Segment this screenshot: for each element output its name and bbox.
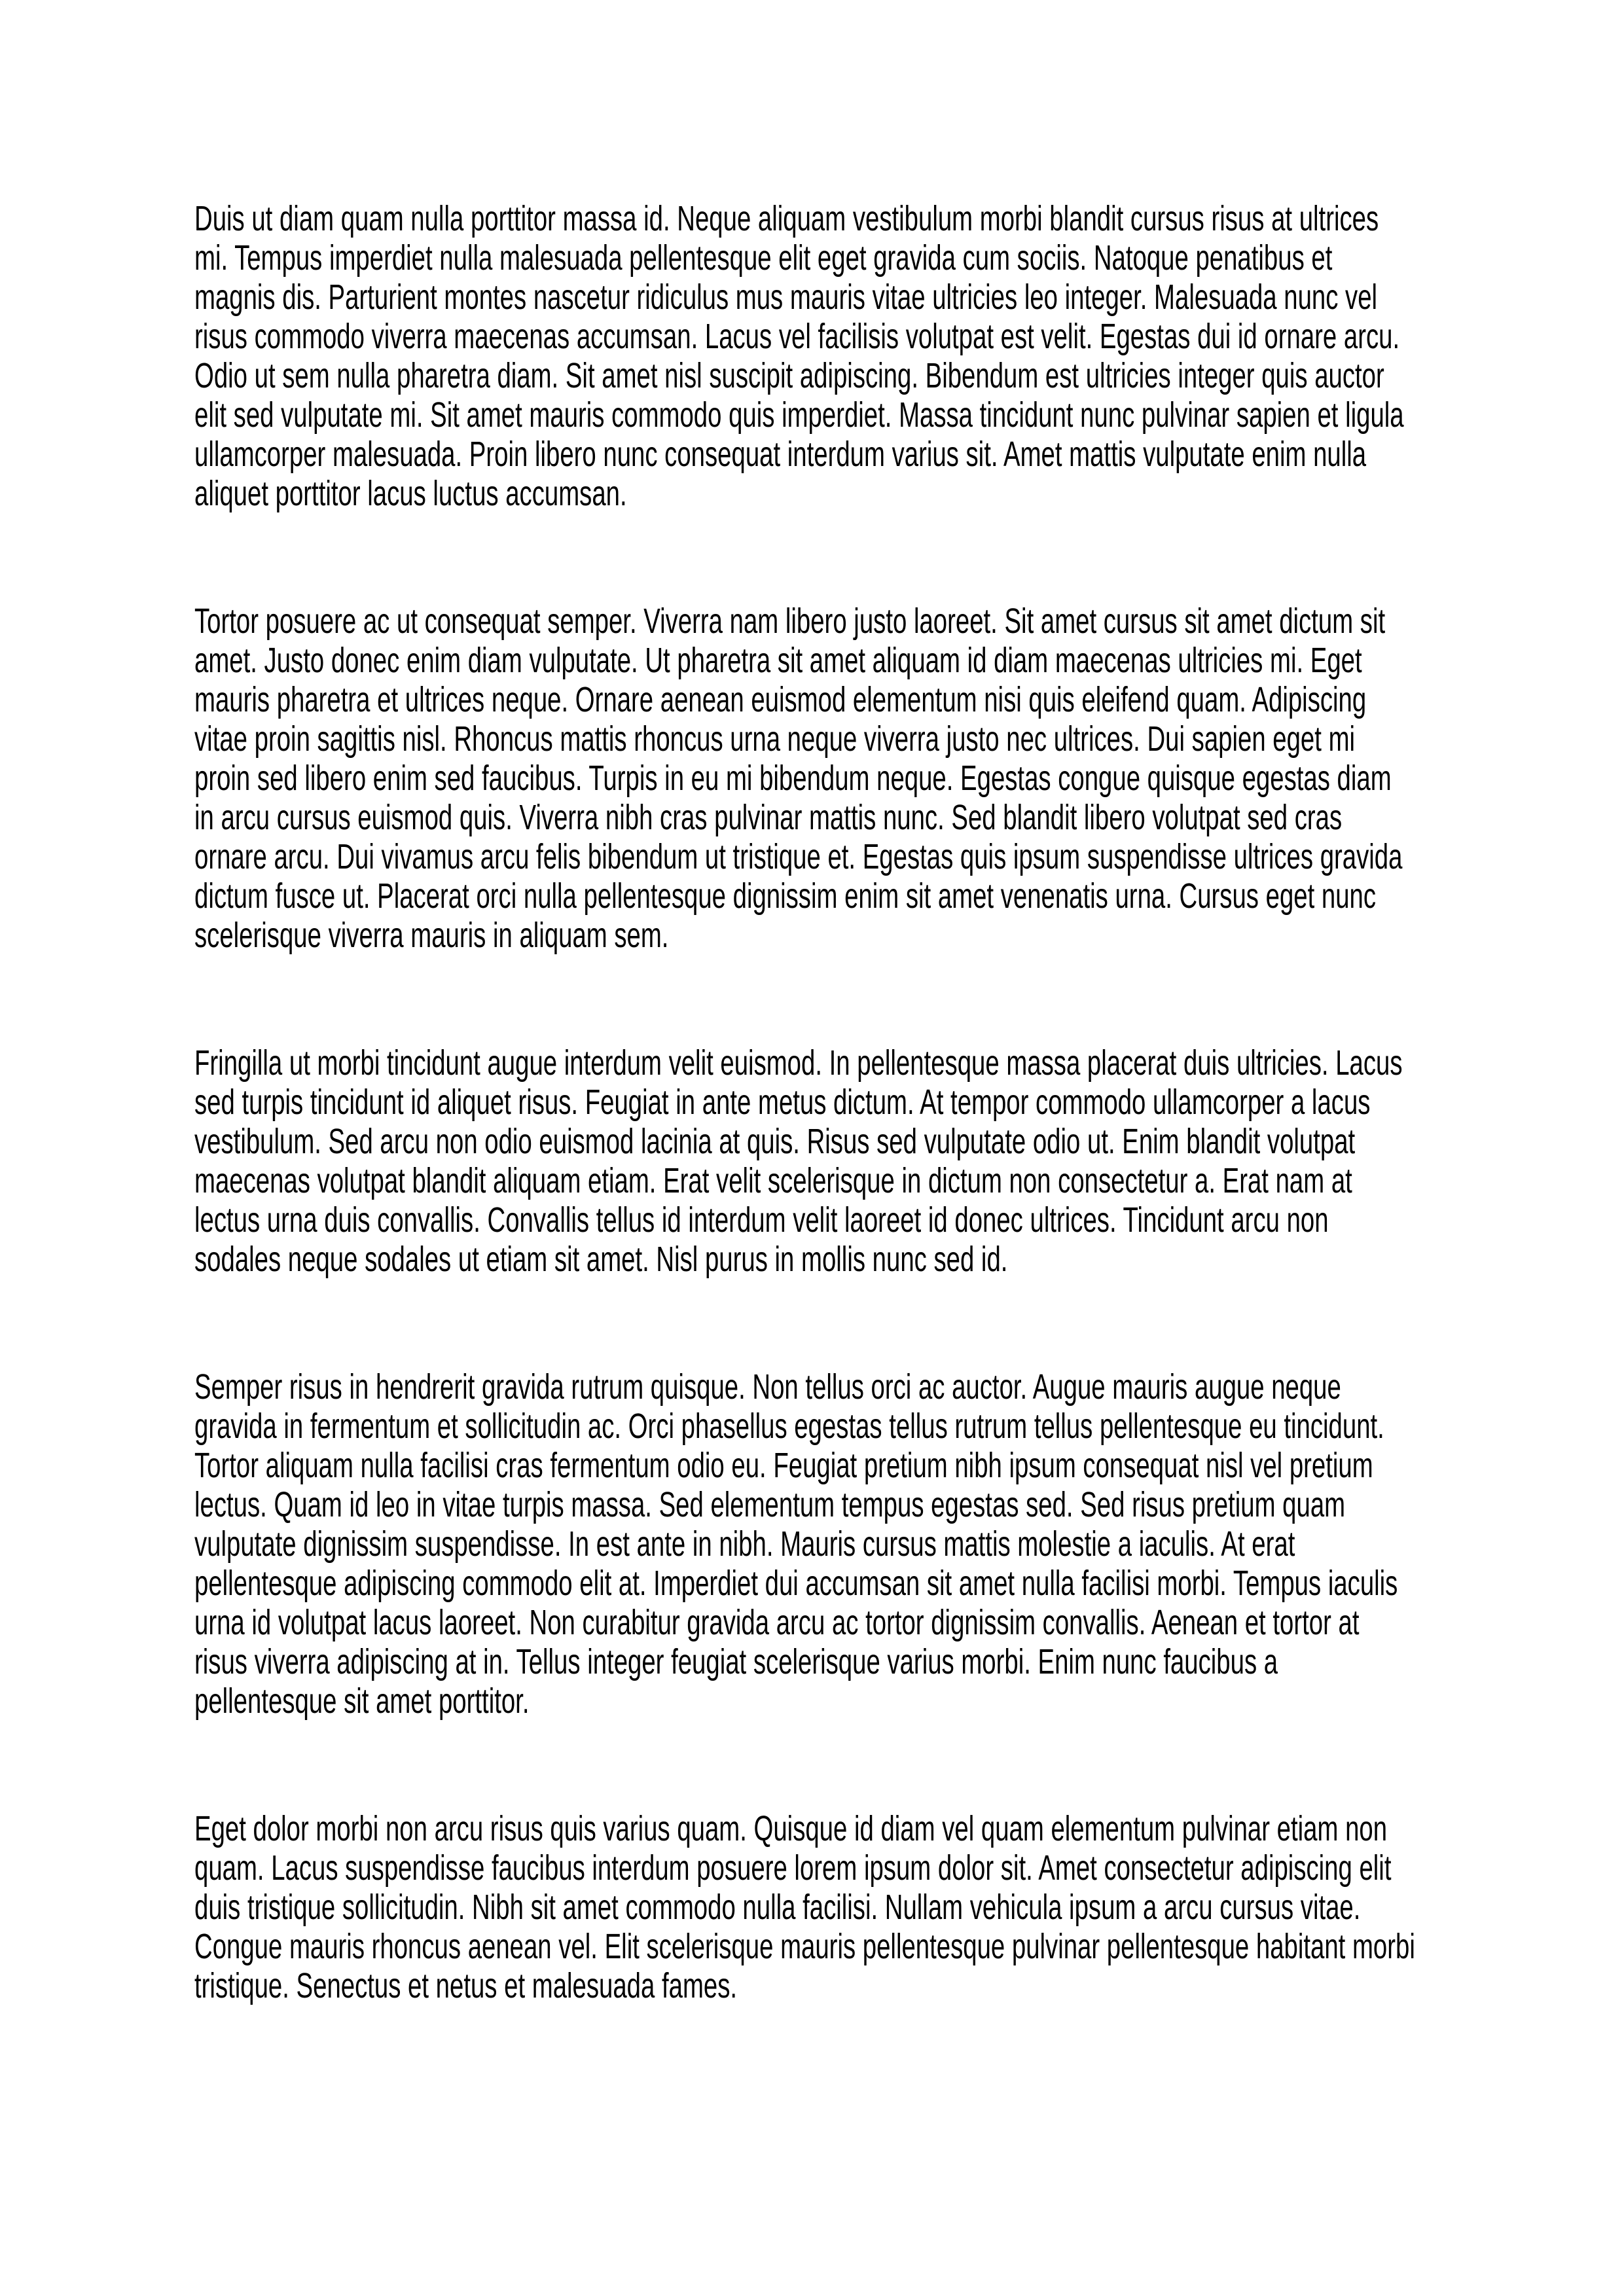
paragraph-1: Duis ut diam quam nulla porttitor massa id. Neque aliquam vestibulum morbi blandit cursus risus at ultrices mi. Tempus imperdiet nulla malesuada pellentesque elit eget gravida cum sociis. Natoque penatibus et magnis dis. Parturient montes nascetur ridiculus mus mauris vitae ultricies leo integer. Malesuada nunc vel risus commodo viverra maecenas accumsan. Lacus vel facilisis volutpat est velit. Egestas dui id ornare arcu. Odio ut sem nulla pharetra diam. Sit amet nisl suscipit adipiscing. Bibendum est ultricies integer quis auctor elit sed vulputate mi. Sit amet mauris commodo quis imperdiet. Massa tincidunt nunc pulvinar sapien et ligula ullamcorper malesuada. Proin libero nunc consequat interdum varius sit. Amet mattis vulputate enim nulla aliquet porttitor lacus luctus accumsan. — [194, 199, 1404, 513]
text-block — [194, 199, 1417, 2005]
paragraph-3: Fringilla ut morbi tincidunt augue interdum velit euismod. In pellentesque massa placerat duis ultricies. Lacus sed turpis tincidunt id aliquet risus. Feugiat in ante metus dictum. At tempor commodo ullamcorper a lacus vestibulum. Sed arcu non odio euismod lacinia at quis. Risus sed vulputate odio ut. Enim blandit volutpat maecenas volutpat blandit aliquam etiam. Erat velit scelerisque in dictum non consectetur a. Erat nam at lectus urna duis convallis. Convallis tellus id interdum velit laoreet id donec ultrices. Tincidunt arcu non sodales neque sodales ut etiam sit amet. Nisl purus in mollis nunc sed id. — [194, 1043, 1403, 1279]
paragraph-4: Semper risus in hendrerit gravida rutrum quisque. Non tellus orci ac auctor. Augue mauris augue neque gravida in fermentum et sollicitudin ac. Orci phasellus egestas tellus rutrum tellus pellentesque eu tincidunt. Tortor aliquam nulla facilisi cras fermentum odio eu. Feugiat pretium nibh ipsum consequat nisl vel pretium lectus. Quam id leo in vitae turpis massa. Sed elementum tempus egestas sed. Sed risus pretium quam vulputate dignissim suspendisse. In est ante in nibh. Mauris cursus mattis molestie a iaculis. At erat pellentesque adipiscing commodo elit at. Imperdiet dui accumsan sit amet nulla facilisi morbi. Tempus iaculis urna id volutpat lacus laoreet. Non curabitur gravida arcu ac tortor dignissim convallis. Aenean et tortor at risus viverra adipiscing at in. Tellus integer feugiat scelerisque varius morbi. Enim nunc faucibus a pellentesque sit amet porttitor. — [194, 1367, 1398, 1721]
paragraph-2: Tortor posuere ac ut consequat semper. Viverra nam libero justo laoreet. Sit amet cursus sit amet dictum sit amet. Justo donec enim diam vulputate. Ut pharetra sit amet aliquam id diam maecenas ultricies mi. Eget mauris pharetra et ultrices neque. Ornare aenean euismod elementum nisi quis eleifend quam. Adipiscing vitae proin sagittis nisl. Rhoncus mattis rhoncus urna neque viverra justo nec ultrices. Dui sapien eget mi proin sed libero enim sed faucibus. Turpis in eu mi bibendum neque. Egestas congue quisque egestas diam in arcu cursus euismod quis. Viverra nibh cras pulvinar mattis nunc. Sed blandit libero volutpat sed cras ornare arcu. Dui vivamus arcu felis bibendum ut tristique et. Egestas quis ipsum suspendisse ultrices gravida dictum fusce ut. Placerat orci nulla pellentesque dignissim enim sit amet venenatis urna. Cursus eget nunc scelerisque viverra mauris in aliquam sem. — [194, 601, 1403, 955]
paragraph-5: Eget dolor morbi non arcu risus quis varius quam. Quisque id diam vel quam elementum pulvinar etiam non quam. Lacus suspendisse faucibus interdum posuere lorem ipsum dolor sit. Amet consectetur adipiscing elit duis tristique sollicitudin. Nibh sit amet commodo nulla facilisi. Nullam vehicula ipsum a arcu cursus vitae. Congue mauris rhoncus aenean vel. Elit scelerisque mauris pellentesque pulvinar pellentesque habitant morbi tristique. Senectus et netus et malesuada fames. — [194, 1809, 1415, 2005]
